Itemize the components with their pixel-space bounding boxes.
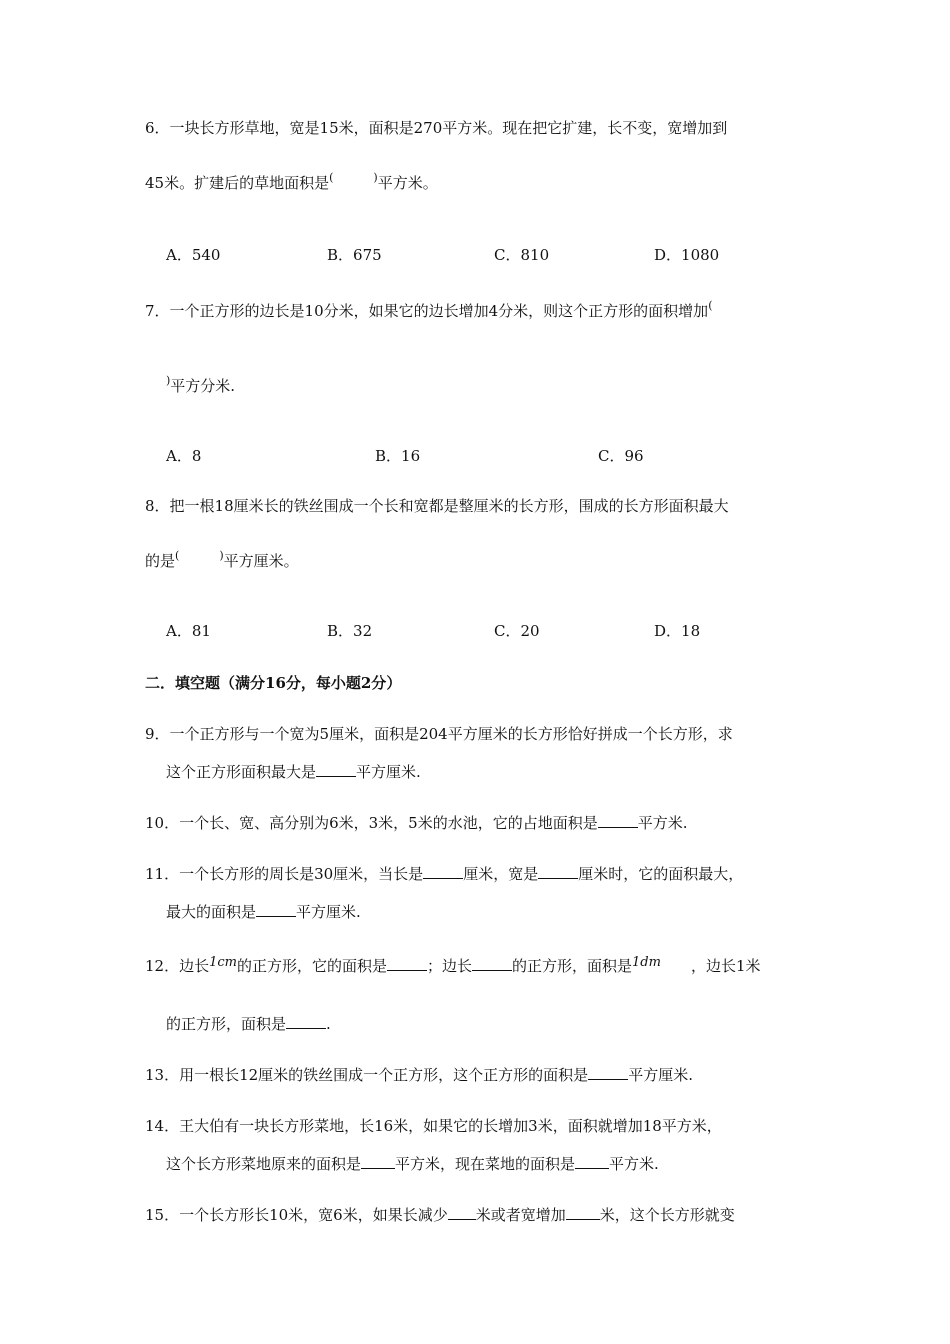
- q11-width-blank[interactable]: [538, 864, 578, 879]
- q10-text-a: 10．一个长、宽、高分别为6米，3米，5米的水池，它的占地面积是: [145, 814, 598, 832]
- q6-paren-close: ): [373, 171, 378, 184]
- q14-text-b: 平方米，现在菜地的面积是: [395, 1155, 576, 1173]
- q9-text-a: 这个正方形面积最大是: [166, 763, 317, 781]
- q6-paren-open: (: [329, 171, 334, 184]
- q12-side-blank[interactable]: [472, 956, 512, 971]
- q7-paren-open: (: [708, 299, 713, 312]
- q12-unit-dm: 1dm: [632, 955, 661, 970]
- q12-line2: [166, 1014, 331, 1034]
- q11-text-d: 最大的面积是: [166, 903, 257, 921]
- q14-text-a: 这个长方形菜地原来的面积是: [166, 1155, 362, 1173]
- q8-text-b: 平方厘米。: [223, 552, 299, 570]
- q6-option-d: D．1080: [654, 246, 720, 264]
- q14-line1: 14．王大伯有一块长方形菜地，长16米，如果它的长增加3米，面积就增加18平方米，: [145, 1117, 722, 1135]
- q6-option-b: B．675: [327, 246, 382, 264]
- q14-line2: [166, 1154, 659, 1174]
- q11-text-a: 11．一个长方形的周长是30厘米，当长是: [145, 865, 424, 883]
- q12-text-f: 的正方形，面积是: [166, 1015, 287, 1033]
- q15-length-blank[interactable]: [448, 1205, 476, 1220]
- q8-line1: 8．把一根18厘米长的铁丝围成一个长和宽都是整厘米的长方形，围成的长方形面积最大: [145, 497, 729, 515]
- q10-text-b: 平方米.: [637, 814, 688, 832]
- q12-line1: [145, 956, 761, 978]
- q8-option-d: D．18: [654, 622, 701, 640]
- q8-line2: [145, 551, 299, 573]
- q11-text-e: 平方厘米.: [296, 903, 361, 921]
- q12-text-b: 的正方形，它的面积是: [236, 957, 387, 975]
- q7-option-b: B．16: [375, 447, 421, 465]
- q7-text-b: 平方分米.: [170, 377, 236, 395]
- q7-option-c: C．96: [598, 447, 644, 465]
- q14-current-area-blank[interactable]: [575, 1154, 609, 1169]
- q11-length-blank[interactable]: [423, 864, 463, 879]
- q12-text-g: .: [326, 1015, 331, 1033]
- q9-text-b: 平方厘米.: [356, 763, 421, 781]
- q9-answer-blank[interactable]: [316, 762, 356, 777]
- q8-option-a: A．81: [166, 622, 211, 640]
- q6-line1: 6．一块长方形草地，宽是15米，面积是270平方米。现在把它扩建，长不变，宽增加到: [145, 119, 728, 137]
- q15-text-a: 15．一个长方形长10米，宽6米，如果长减少: [145, 1206, 448, 1224]
- q12-unit-cm: 1cm: [209, 955, 237, 970]
- q8-paren-open: (: [175, 549, 180, 562]
- q6-text-b: 平方米。: [377, 174, 438, 192]
- q8-option-c: C．20: [494, 622, 540, 640]
- q13-text-a: 13．用一根长12厘米的铁丝围成一个正方形，这个正方形的面积是: [145, 1066, 589, 1084]
- section-2-title: 二．填空题（满分16分，每小题2分）: [145, 674, 402, 692]
- q8-option-b: B．32: [327, 622, 373, 640]
- q12-text-c: ；边长: [427, 957, 473, 975]
- q11-text-b: 厘米，宽是: [463, 865, 539, 883]
- q8-paren-close: ): [219, 549, 224, 562]
- q11-line1: [145, 864, 743, 884]
- q9-line1: 9．一个正方形与一个宽为5厘米，面积是204平方厘米的长方形恰好拼成一个长方形，求: [145, 725, 733, 743]
- q15-line1: [145, 1205, 735, 1225]
- q10-answer-blank[interactable]: [598, 813, 638, 828]
- q7-text: 7．一个正方形的边长是10分米，如果它的边长增加4分米，则这个正方形的面积增加: [145, 302, 709, 320]
- q11-area-blank[interactable]: [256, 902, 296, 917]
- q11-line2: [166, 902, 361, 922]
- q13-text-b: 平方厘米.: [628, 1066, 693, 1084]
- q8-text-a: 的是: [145, 552, 176, 570]
- q12-text-d: 的正方形，面积是: [512, 957, 633, 975]
- q15-text-c: 米，这个长方形就变: [599, 1206, 735, 1224]
- q12-text-e: ，边长1米: [690, 957, 761, 975]
- q7-option-a: A．8: [166, 447, 202, 465]
- q6-line2: [145, 173, 438, 195]
- q9-line2: [166, 762, 421, 782]
- q12-text-a: 12．边长: [145, 957, 210, 975]
- q10-line1: [145, 813, 688, 833]
- q6-option-c: C．810: [494, 246, 550, 264]
- q13-answer-blank[interactable]: [588, 1065, 628, 1080]
- q6-option-a: A．540: [166, 246, 221, 264]
- q13-line1: [145, 1065, 693, 1085]
- q15-text-b: 米或者宽增加: [475, 1206, 566, 1224]
- q12-area2-blank[interactable]: [286, 1014, 326, 1029]
- q7-line1: [145, 301, 712, 323]
- q14-text-c: 平方米.: [609, 1155, 659, 1173]
- q14-original-area-blank[interactable]: [361, 1154, 395, 1169]
- q11-text-c: 厘米时，它的面积最大，: [578, 865, 744, 883]
- q15-width-blank[interactable]: [566, 1205, 600, 1220]
- q7-paren-close: ): [166, 374, 171, 387]
- q6-text-a: 45米。扩建后的草地面积是: [145, 174, 330, 192]
- q12-area-blank[interactable]: [387, 956, 427, 971]
- q7-line2: [166, 376, 235, 398]
